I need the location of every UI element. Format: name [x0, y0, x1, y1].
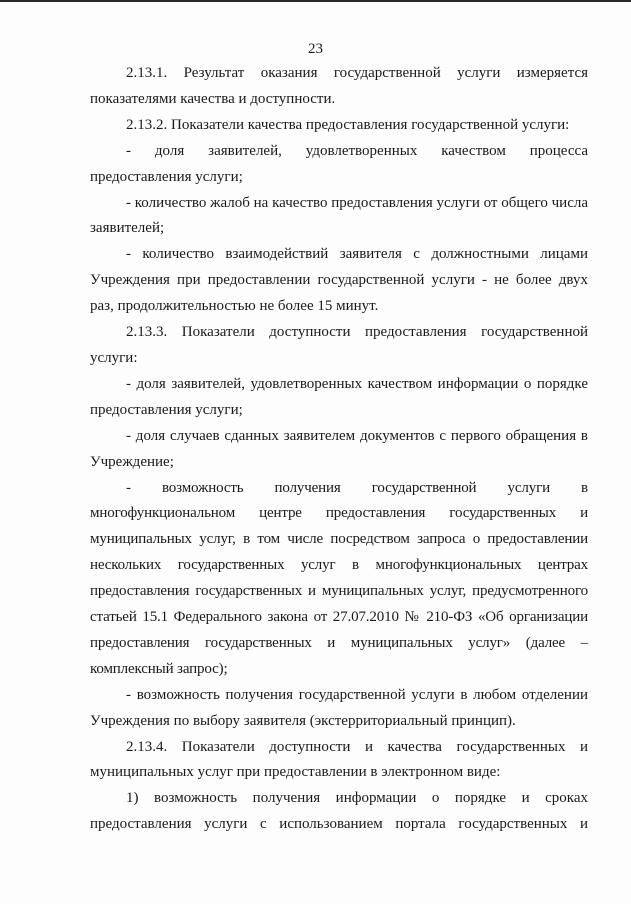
list-item-complaints-count: - количество жалоб на качество предоставления услуги от общего числа заявителей;: [90, 194, 588, 237]
list-item-extraterritorial: - возможность получения государственной услуги в любом отделении Учреждения по выбору заявителя (экстерриториальный принцип).: [90, 686, 588, 729]
page-number: 23: [308, 41, 323, 57]
document-body: [90, 61, 588, 838]
list-item-mfc-availability: - возможность получения государственной услуги в многофункциональном центре предоставления государственных и муниципальных услуг, в том числе посредством запроса о предоставлении нескольких государственных услуг в многофункциональных центрах предоставления государственных и муниципальных услуг, предусмотренного статьей 15.1 Федерального закона от 27.07.2010 № 210-ФЗ «Об организации предоставления государственных и муниципальных услуг» (далее – комплексный запрос);: [90, 479, 588, 677]
paragraph-2-13-1: 2.13.1. Результат оказания государственной услуги измеряется показателями качества и доступности.: [90, 65, 588, 107]
scan-top-edge: [0, 0, 631, 2]
list-item-share-satisfied-information: - доля заявителей, удовлетворенных качеством информации о порядке предоставления услуги;: [90, 375, 588, 418]
list-item-information-portal: 1) возможность получения информации о порядке и сроках предоставления услуги с использованием портала государственных и: [90, 790, 588, 833]
list-item-share-first-submission: - доля случаев сданных заявителем документов с первого обращения в Учреждение;: [90, 427, 588, 470]
paragraph-2-13-4: 2.13.4. Показатели доступности и качества государственных и муниципальных услуг при предоставлении в электронном виде:: [90, 738, 588, 781]
list-item-share-satisfied-process: - доля заявителей, удовлетворенных качеством процесса предоставления услуги;: [90, 142, 588, 185]
paragraph-2-13-2: 2.13.2. Показатели качества предоставления государственной услуги:: [126, 116, 570, 133]
paragraph-2-13-3: 2.13.3. Показатели доступности предоставления государственной услуги:: [90, 324, 588, 366]
list-item-interactions-count: - количество взаимодействий заявителя с должностными лицами Учреждения при предоставлении государственной услуги - не более двух раз, продолжительностью не более 15 минут.: [90, 246, 588, 315]
